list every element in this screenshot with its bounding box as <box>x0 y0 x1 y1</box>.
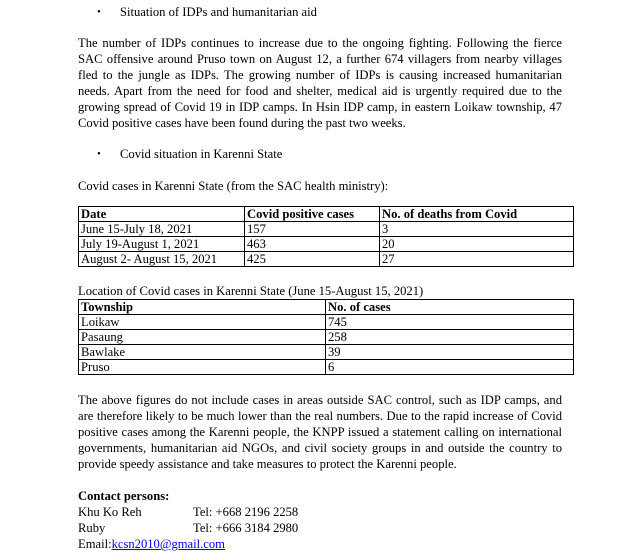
table-cell: 463 <box>245 237 380 252</box>
contact-tel: Tel: +666 3184 2980 <box>193 521 299 535</box>
table-header-cell: Date <box>79 207 245 222</box>
table-cell: 258 <box>326 330 574 345</box>
table-cell: 3 <box>380 222 574 237</box>
table-cell: August 2- August 15, 2021 <box>79 252 245 267</box>
table-cell: Loikaw <box>79 315 326 330</box>
bullet-dot: • <box>97 6 101 18</box>
table-cell: June 15-July 18, 2021 <box>79 222 245 237</box>
table-row <box>79 330 574 345</box>
contact-row <box>78 520 562 536</box>
table-row <box>79 237 574 252</box>
table-header-row <box>79 207 574 222</box>
table-header-cell: Township <box>79 300 326 315</box>
table-header-row <box>79 300 574 315</box>
table-cell: 157 <box>245 222 380 237</box>
table-header-cell: No. of deaths from Covid <box>380 207 574 222</box>
paragraph-idps: The number of IDPs continues to increase due to the ongoing fighting. Following the fierce SAC offensive around Pruso town on August 12, a further 674 villagers from nearby villages fled to the jungle as IDPs. The growing number of IDPs is causing increased humanitarian needs. Apart from the need for food and shelter, medical aid is urgently required due to the growing spread of Covid 19 in IDP camps. In Hsin IDP camp, in eastern Loikaw township, 47 Covid positive cases have been found during the past two weeks. <box>78 36 562 130</box>
table-cell: July 19-August 1, 2021 <box>79 237 245 252</box>
table-cell: 425 <box>245 252 380 267</box>
table-cell: Pruso <box>79 360 326 375</box>
township-cases-table <box>78 299 574 375</box>
document-page <box>78 0 562 552</box>
table-cell: 20 <box>380 237 574 252</box>
table-row <box>79 222 574 237</box>
contact-tel: Tel: +668 2196 2258 <box>193 505 299 519</box>
bullet-idps-text: Situation of IDPs and humanitarian aid <box>120 5 317 19</box>
table-header-cell: Covid positive cases <box>245 207 380 222</box>
paragraph-note: The above figures do not include cases in areas outside SAC control, such as IDP camps, and are therefore likely to be much lower than the real numbers. Due to the rapid increase of Covid positive cases among the Karenni people, the KNPP issued a statement calling on international governments, humanitarian aid NGOs, and civil society groups in and outside the country to provide speedy assistance and take measures to protect the Karenni people. <box>78 393 562 471</box>
contact-name: Khu Ko Reh <box>78 505 142 519</box>
contact-title: Contact persons: <box>78 489 170 503</box>
table-row <box>79 345 574 360</box>
table-row <box>79 315 574 330</box>
table1-caption: Covid cases in Karenni State (from the SAC health ministry): <box>78 179 389 193</box>
table-cell: Pasaung <box>79 330 326 345</box>
table-row <box>79 360 574 375</box>
table-cell: 6 <box>326 360 574 375</box>
contact-section <box>78 488 562 552</box>
table-cell: 27 <box>380 252 574 267</box>
bullet-idps <box>78 4 562 20</box>
bullet-dot: • <box>97 148 101 160</box>
contact-name: Ruby <box>78 521 106 535</box>
bullet-covid <box>78 146 562 162</box>
table-row <box>79 252 574 267</box>
email-label: Email: <box>78 537 112 551</box>
table-header-cell: No. of cases <box>326 300 574 315</box>
table-cell: 39 <box>326 345 574 360</box>
email-link[interactable]: kcsn2010@gmail.com <box>111 537 225 551</box>
table2-caption: Location of Covid cases in Karenni State (June 15-August 15, 2021) <box>78 284 424 298</box>
bullet-covid-text: Covid situation in Karenni State <box>120 147 283 161</box>
contact-email-row <box>78 536 562 552</box>
table-cell: 745 <box>326 315 574 330</box>
contact-row <box>78 504 562 520</box>
covid-cases-table <box>78 206 574 267</box>
table-cell: Bawlake <box>79 345 326 360</box>
